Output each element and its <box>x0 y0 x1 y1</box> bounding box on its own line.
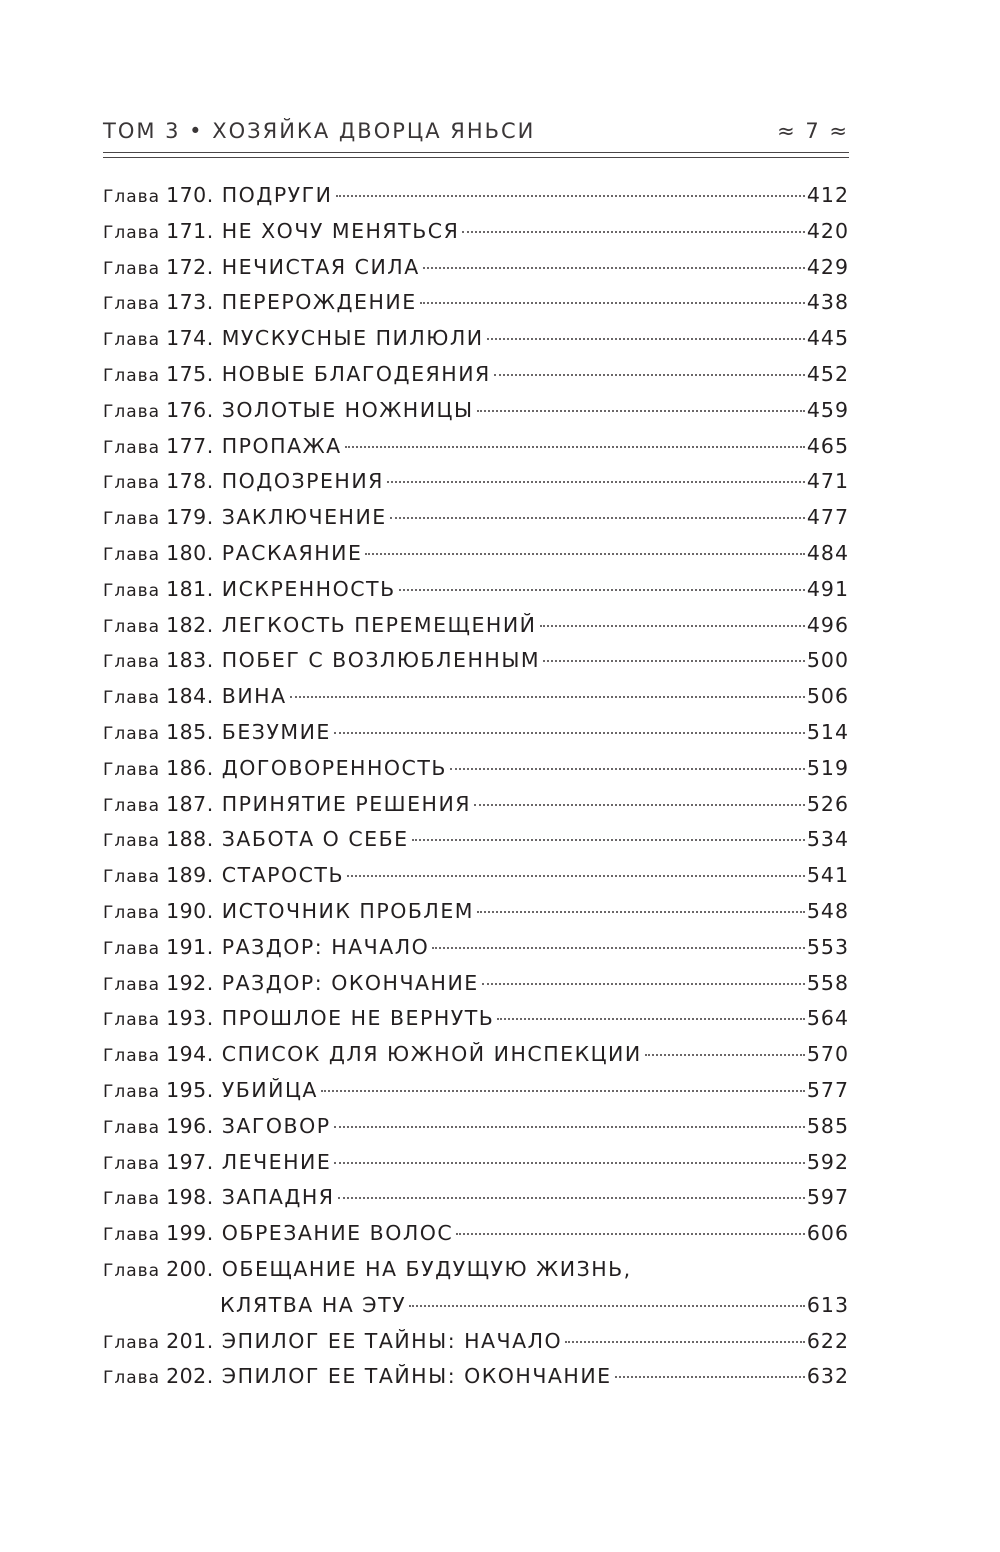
dot-leader <box>390 517 805 519</box>
chapter-title: УБИЙЦА <box>221 1077 318 1102</box>
chapter-title: МУСКУСНЫЕ ПИЛЮЛИ <box>221 326 484 351</box>
chapter-word: Глава <box>103 1368 161 1389</box>
chapter-title: ЭПИЛОГ ЕЕ ТАЙНЫ: ОКОНЧАНИЕ <box>221 1364 612 1389</box>
page-number: 412 <box>806 183 849 207</box>
toc-entry[interactable] <box>103 250 849 286</box>
page-number: 592 <box>806 1149 849 1174</box>
toc-entry[interactable] <box>103 285 849 321</box>
chapter-title: ИСКРЕННОСТЬ <box>221 576 396 601</box>
running-title: ТОМ 3 • ХОЗЯЙКА ДВОРЦА ЯНЬСИ <box>103 119 536 143</box>
dot-leader <box>474 804 805 806</box>
toc-entry[interactable] <box>103 429 849 465</box>
chapter-word: Глава <box>103 938 161 959</box>
chapter-word: Глава <box>103 723 161 744</box>
toc-entry-200-line-2[interactable] <box>103 1288 849 1324</box>
chapter-word: Глава <box>103 580 161 601</box>
chapter-number: 191. <box>166 934 214 959</box>
dot-leader <box>540 625 805 627</box>
dot-leader <box>565 1341 805 1343</box>
dot-leader <box>420 302 805 304</box>
chapter-word: Глава <box>103 616 161 637</box>
page-number: 500 <box>806 648 849 673</box>
dot-leader <box>409 1305 805 1307</box>
page-number: 452 <box>806 361 849 386</box>
header-rule-bottom <box>103 157 849 158</box>
chapter-word: Глава <box>103 187 161 207</box>
chapter-number: 190. <box>166 898 214 923</box>
chapter-word: Глава <box>103 652 161 673</box>
page-number: 553 <box>806 934 849 959</box>
page-number: 606 <box>806 1221 849 1246</box>
dot-leader <box>477 410 805 412</box>
toc-entry[interactable] <box>103 178 849 214</box>
dot-leader <box>497 1018 804 1020</box>
dot-leader <box>347 875 805 877</box>
chapter-number: 185. <box>166 719 214 744</box>
chapter-number: 176. <box>166 397 214 422</box>
toc-entry[interactable] <box>103 464 849 500</box>
toc-entry[interactable] <box>103 1001 849 1037</box>
chapter-word: Глава <box>103 1117 161 1138</box>
chapter-title: ПРИНЯТИЕ РЕШЕНИЯ <box>221 791 472 816</box>
chapter-word: Глава <box>103 544 161 565</box>
dot-leader <box>387 481 805 483</box>
page-number: 564 <box>806 1006 849 1031</box>
chapter-number: 180. <box>166 540 214 565</box>
chapter-word: Глава <box>103 330 161 351</box>
chapter-number: 181. <box>166 576 214 601</box>
toc-entry[interactable] <box>103 1180 849 1216</box>
chapter-title: ПОДОЗРЕНИЯ <box>221 469 384 494</box>
chapter-title: ПРОПАЖА <box>221 433 342 458</box>
chapter-title: СТАРОСТЬ <box>221 863 345 888</box>
dot-leader <box>432 947 805 949</box>
chapter-title: ПОБЕГ С ВОЗЛЮБЛЕННЫМ <box>221 648 541 673</box>
toc-entry[interactable] <box>103 894 849 930</box>
chapter-number: 198. <box>166 1185 214 1210</box>
chapter-number: 192. <box>166 970 214 995</box>
chapter-number: 186. <box>166 755 214 780</box>
toc-entry[interactable] <box>103 214 849 250</box>
chapter-word: Глава <box>103 688 161 709</box>
chapter-number: 172. <box>166 254 214 279</box>
chapter-number: 193. <box>166 1006 214 1031</box>
dot-leader <box>334 1162 805 1164</box>
chapter-number: 177. <box>166 433 214 458</box>
chapter-word: Глава <box>103 759 161 780</box>
chapter-title-line-1: ОБЕЩАНИЕ НА БУДУЩУЮ ЖИЗНЬ, <box>221 1256 632 1281</box>
running-header <box>103 118 849 148</box>
chapter-number: 189. <box>166 863 214 888</box>
dot-leader <box>365 553 804 555</box>
chapter-title: ПЕРЕРОЖДЕНИЕ <box>221 290 417 315</box>
page-number: 534 <box>806 827 849 852</box>
chapter-number: 182. <box>166 612 214 637</box>
header-page-number: ≈ 7 ≈ <box>777 119 849 143</box>
chapter-number: 188. <box>166 827 214 852</box>
dot-leader <box>543 660 805 662</box>
chapter-title: ЭПИЛОГ ЕЕ ТАЙНЫ: НАЧАЛО <box>221 1328 563 1353</box>
chapter-number: 184. <box>166 684 214 709</box>
chapter-number: 173. <box>166 290 214 315</box>
dot-leader <box>412 839 805 841</box>
chapter-word: Глава <box>103 902 161 923</box>
page-number: 632 <box>806 1364 849 1389</box>
chapter-number: 171. <box>166 218 214 243</box>
chapter-title: ЗАБОТА О СЕБЕ <box>221 827 409 852</box>
chapter-word: Глава <box>103 365 161 386</box>
chapter-number: 201. <box>166 1328 214 1353</box>
dot-leader <box>321 1090 805 1092</box>
toc-entry[interactable] <box>103 357 849 393</box>
dot-leader <box>336 195 805 197</box>
toc-entry[interactable] <box>103 858 849 894</box>
chapter-title: РАЗДОР: ОКОНЧАНИЕ <box>221 970 479 995</box>
toc-entry[interactable] <box>103 1145 849 1181</box>
dot-leader <box>456 1233 805 1235</box>
dot-leader <box>399 589 805 591</box>
chapter-number: 196. <box>166 1113 214 1138</box>
dot-leader <box>494 374 805 376</box>
toc-entry[interactable] <box>103 1073 849 1109</box>
page-number: 429 <box>806 254 849 279</box>
chapter-word: Глава <box>103 258 161 279</box>
page-number: 548 <box>806 898 849 923</box>
chapter-number: 200. <box>166 1256 214 1281</box>
page-number: 496 <box>806 612 849 637</box>
page-number: 519 <box>806 755 849 780</box>
chapter-title: ИСТОЧНИК ПРОБЛЕМ <box>221 898 474 923</box>
chapter-number: 195. <box>166 1077 214 1102</box>
toc-entry[interactable] <box>103 1037 849 1073</box>
toc-entry[interactable] <box>103 787 849 823</box>
chapter-title: ПРОШЛОЕ НЕ ВЕРНУТЬ <box>221 1006 495 1031</box>
toc-entry[interactable] <box>103 966 849 1002</box>
toc-entry[interactable] <box>103 321 849 357</box>
chapter-number: 202. <box>166 1364 214 1389</box>
toc-entry[interactable] <box>103 679 849 715</box>
chapter-title: РАЗДОР: НАЧАЛО <box>221 934 430 959</box>
header-rule-top <box>103 152 849 153</box>
chapter-number: 194. <box>166 1042 214 1067</box>
chapter-number: 174. <box>166 326 214 351</box>
chapter-word: Глава <box>103 1189 161 1210</box>
dot-leader <box>477 911 805 913</box>
chapter-title: ЗАКЛЮЧЕНИЕ <box>221 505 387 530</box>
chapter-number: 170. <box>166 183 214 207</box>
toc-entry[interactable] <box>103 500 849 536</box>
chapter-title: ЗАГОВОР <box>221 1113 331 1138</box>
chapter-word: Глава <box>103 1260 161 1281</box>
dot-leader <box>423 267 805 269</box>
toc-entry[interactable] <box>103 393 849 429</box>
toc-entry[interactable] <box>103 572 849 608</box>
toc-entry-200-line-1[interactable] <box>103 1252 849 1288</box>
chapter-title: НОВЫЕ БЛАГОДЕЯНИЯ <box>221 361 491 386</box>
page-number: 613 <box>806 1292 849 1317</box>
toc-entry[interactable] <box>103 1109 849 1145</box>
dot-leader <box>290 696 805 698</box>
chapter-title: БЕЗУМИЕ <box>221 719 331 744</box>
chapter-title: ВИНА <box>221 684 287 709</box>
chapter-word: Глава <box>103 509 161 530</box>
chapter-title: ДОГОВОРЕННОСТЬ <box>221 755 447 780</box>
page-number: 541 <box>806 863 849 888</box>
chapter-number: 175. <box>166 361 214 386</box>
chapter-title: ОБРЕЗАНИЕ ВОЛОС <box>221 1221 454 1246</box>
chapter-title: ЛЕГКОСТЬ ПЕРЕМЕЩЕНИЙ <box>221 612 537 637</box>
page-number: 570 <box>806 1042 849 1067</box>
chapter-number: 187. <box>166 791 214 816</box>
chapter-number: 199. <box>166 1221 214 1246</box>
chapter-number: 183. <box>166 648 214 673</box>
chapter-title: НЕ ХОЧУ МЕНЯТЬСЯ <box>221 218 460 243</box>
chapter-title: РАСКАЯНИЕ <box>221 540 363 565</box>
toc-entry[interactable] <box>103 751 849 787</box>
dot-leader <box>645 1054 805 1056</box>
toc-entry[interactable] <box>103 1216 849 1252</box>
page-number: 459 <box>806 397 849 422</box>
chapter-title: НЕЧИСТАЯ СИЛА <box>221 254 420 279</box>
chapter-word: Глава <box>103 1010 161 1031</box>
dot-leader <box>615 1376 805 1378</box>
chapter-word: Глава <box>103 401 161 422</box>
dot-leader <box>450 768 805 770</box>
dot-leader <box>345 446 805 448</box>
dot-leader <box>487 338 805 340</box>
page-number: 622 <box>806 1328 849 1353</box>
chapter-number: 179. <box>166 505 214 530</box>
page-number: 420 <box>806 218 849 243</box>
chapter-title: ЗОЛОТЫЕ НОЖНИЦЫ <box>221 397 474 422</box>
page-number: 506 <box>806 684 849 709</box>
chapter-number: 197. <box>166 1149 214 1174</box>
toc-entry[interactable] <box>103 1324 849 1360</box>
page-number: 514 <box>806 719 849 744</box>
page-number: 491 <box>806 576 849 601</box>
chapter-word: Глава <box>103 867 161 888</box>
toc-entry[interactable] <box>103 643 849 679</box>
page-number: 471 <box>806 469 849 494</box>
page-number: 558 <box>806 970 849 995</box>
chapter-word: Глава <box>103 473 161 494</box>
toc-entry[interactable] <box>103 822 849 858</box>
chapter-word: Глава <box>103 1153 161 1174</box>
chapter-title: ЗАПАДНЯ <box>221 1185 335 1210</box>
chapter-word: Глава <box>103 1081 161 1102</box>
page-number: 597 <box>806 1185 849 1210</box>
chapter-title: ПОДРУГИ <box>221 183 333 207</box>
chapter-word: Глава <box>103 1332 161 1353</box>
toc-entry[interactable] <box>103 715 849 751</box>
chapter-word: Глава <box>103 294 161 315</box>
table-of-contents <box>103 178 849 1395</box>
chapter-word: Глава <box>103 795 161 816</box>
chapter-word: Глава <box>103 1046 161 1067</box>
chapter-word: Глава <box>103 974 161 995</box>
chapter-word: Глава <box>103 222 161 243</box>
page-number: 577 <box>806 1077 849 1102</box>
page-number: 585 <box>806 1113 849 1138</box>
page-number: 465 <box>806 433 849 458</box>
page-number: 484 <box>806 540 849 565</box>
dot-leader <box>338 1197 805 1199</box>
page-number: 477 <box>806 505 849 530</box>
page-number: 438 <box>806 290 849 315</box>
chapter-word: Глава <box>103 1225 161 1246</box>
dot-leader <box>334 1126 805 1128</box>
toc-entry[interactable] <box>103 930 849 966</box>
chapter-title-line-2: КЛЯТВА НА ЭТУ <box>220 1292 407 1317</box>
toc-entry[interactable] <box>103 608 849 644</box>
toc-entry[interactable] <box>103 1359 849 1395</box>
chapter-title: ЛЕЧЕНИЕ <box>221 1149 332 1174</box>
toc-entry[interactable] <box>103 536 849 572</box>
dot-leader <box>334 732 805 734</box>
chapter-word: Глава <box>103 831 161 852</box>
chapter-title: СПИСОК ДЛЯ ЮЖНОЙ ИНСПЕКЦИИ <box>221 1042 642 1067</box>
dot-leader <box>462 231 805 233</box>
page-number: 526 <box>806 791 849 816</box>
page-number: 445 <box>806 326 849 351</box>
chapter-number: 178. <box>166 469 214 494</box>
chapter-word: Глава <box>103 437 161 458</box>
dot-leader <box>482 983 805 985</box>
